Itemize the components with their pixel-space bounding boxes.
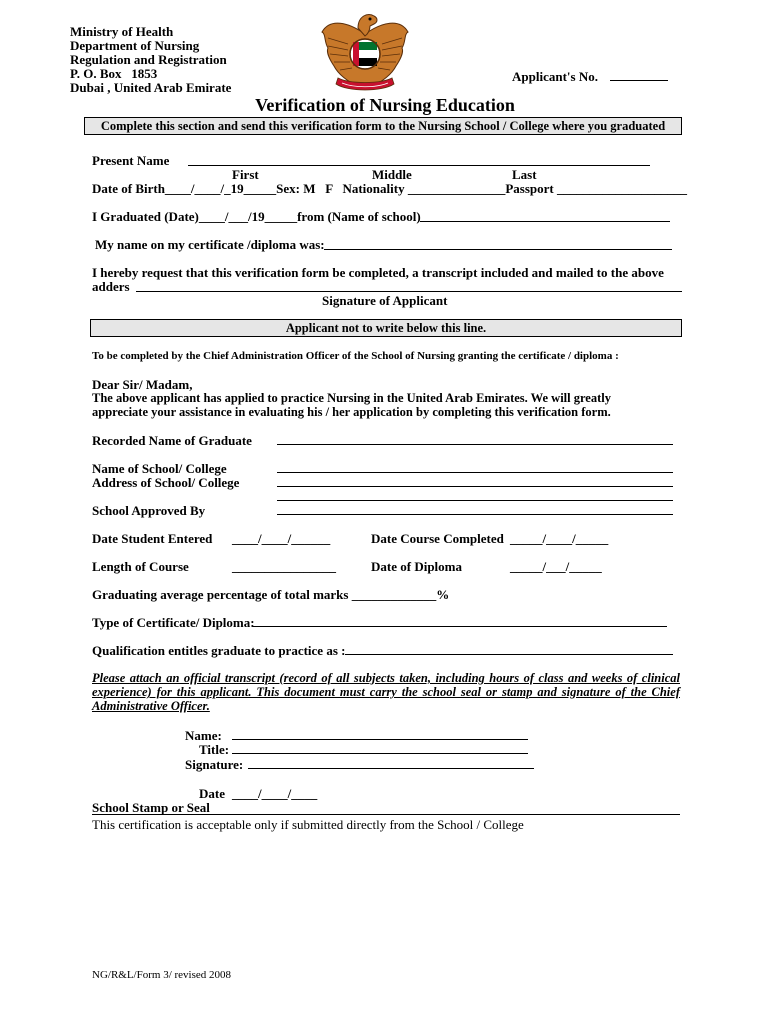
school-name-label: Name of School/ College xyxy=(92,461,227,476)
qualification-field[interactable] xyxy=(345,654,673,655)
official-date-label: Date xyxy=(199,786,225,801)
certificate-type-label: Type of Certificate/ Diploma: xyxy=(92,615,255,630)
official-name-label: Name: xyxy=(185,728,222,743)
school-address-field-2[interactable] xyxy=(277,500,673,501)
recorded-name-label: Recorded Name of Graduate xyxy=(92,433,252,448)
attach-transcript-note: Please attach an official transcript (record of all subjects taken, including hours of class and weeks of clinical experience) for this applicant. This document must carry the school seal or stamp and signature of the Chief Administrative Officer. xyxy=(92,671,680,713)
request-text-line2: adders xyxy=(92,279,130,294)
qualification-label: Qualification entitles graduate to practice as : xyxy=(92,643,346,658)
page-title: Verification of Nursing Education xyxy=(255,95,515,115)
dob-sex-nationality-passport-line[interactable]: Date of Birth____/____/_19_____Sex: M F Nationality _______________Passport ____________________ xyxy=(92,181,687,196)
divider-text: Applicant not to write below this line. xyxy=(285,321,487,335)
present-name-field[interactable] xyxy=(188,165,650,166)
applicant-signature-field[interactable] xyxy=(136,291,682,292)
salutation: Dear Sir/ Madam, xyxy=(92,377,193,392)
org-line: P. O. Box 1853 xyxy=(70,66,158,81)
present-name-label: Present Name xyxy=(92,153,170,168)
date-diploma-label: Date of Diploma xyxy=(371,559,462,574)
certificate-type-field[interactable] xyxy=(253,626,667,627)
official-signature-label: Signature: xyxy=(185,757,244,772)
instruction-text: Complete this section and send this verification form to the Nursing School / College where you graduated xyxy=(100,119,666,133)
date-completed-label: Date Course Completed xyxy=(371,531,504,546)
date-completed-field[interactable]: _____/____/_____ xyxy=(510,531,609,546)
certificate-name-field[interactable] xyxy=(324,249,672,250)
length-course-field[interactable]: ________________ xyxy=(232,559,336,574)
graduated-date-label: I Graduated (Date)____/___/19_____from (Name of school) xyxy=(92,209,421,224)
applicant-no-label: Applicant's No. xyxy=(512,69,598,84)
letter-body: The above applicant has applied to practice Nursing in the United Arab Emirates. We will greatly appreciate your assistance in evaluating his / her application by completing this verification form. xyxy=(92,391,611,419)
org-line: Ministry of Health xyxy=(70,24,174,39)
org-address-block xyxy=(70,25,231,95)
official-signature-field[interactable] xyxy=(248,768,534,769)
length-course-label: Length of Course xyxy=(92,559,189,574)
first-name-caption: First xyxy=(232,167,259,182)
school-name-field[interactable] xyxy=(420,221,670,222)
uae-falcon-emblem-icon xyxy=(318,4,412,96)
date-entered-label: Date Student Entered xyxy=(92,531,213,546)
middle-name-caption: Middle xyxy=(372,167,412,182)
org-line: Department of Nursing xyxy=(70,38,200,53)
recorded-name-field[interactable] xyxy=(277,444,673,445)
last-name-caption: Last xyxy=(512,167,537,182)
school-approved-label: School Approved By xyxy=(92,503,206,518)
form-code: NG/R&L/Form 3/ revised 2008 xyxy=(92,969,232,981)
school-stamp-label: School Stamp or Seal xyxy=(92,800,210,815)
officer-intro: To be completed by the Chief Administration Officer of the School of Nursing granting the certificate / diploma : xyxy=(92,350,619,362)
applicant-divider-box xyxy=(90,319,682,337)
school-address-label: Address of School/ College xyxy=(92,475,240,490)
request-text-line1: I hereby request that this verification form be completed, a transcript included and mailed to the above xyxy=(92,265,664,280)
date-entered-field[interactable]: ____/____/______ xyxy=(232,531,331,546)
org-line: Dubai , United Arab Emirate xyxy=(70,80,232,95)
official-title-label: Title: xyxy=(199,742,230,757)
applicant-no-field[interactable] xyxy=(610,80,668,81)
instruction-box xyxy=(84,117,682,135)
official-title-field[interactable] xyxy=(232,753,528,754)
school-address-field-1[interactable] xyxy=(277,486,673,487)
graduating-average-line[interactable]: Graduating average percentage of total marks _____________% xyxy=(92,587,450,602)
school-college-name-field[interactable] xyxy=(277,472,673,473)
org-line: Regulation and Registration xyxy=(70,52,227,67)
official-name-field[interactable] xyxy=(232,739,528,740)
date-diploma-field[interactable]: _____/___/_____ xyxy=(510,559,602,574)
stamp-divider xyxy=(92,814,680,815)
school-approved-field[interactable] xyxy=(277,514,673,515)
acceptance-note: This certification is acceptable only if submitted directly from the School / College xyxy=(92,817,524,832)
signature-applicant-label: Signature of Applicant xyxy=(322,293,448,308)
official-date-field[interactable]: ____/____/____ xyxy=(232,786,318,801)
certificate-name-label: My name on my certificate /diploma was: xyxy=(95,237,325,252)
